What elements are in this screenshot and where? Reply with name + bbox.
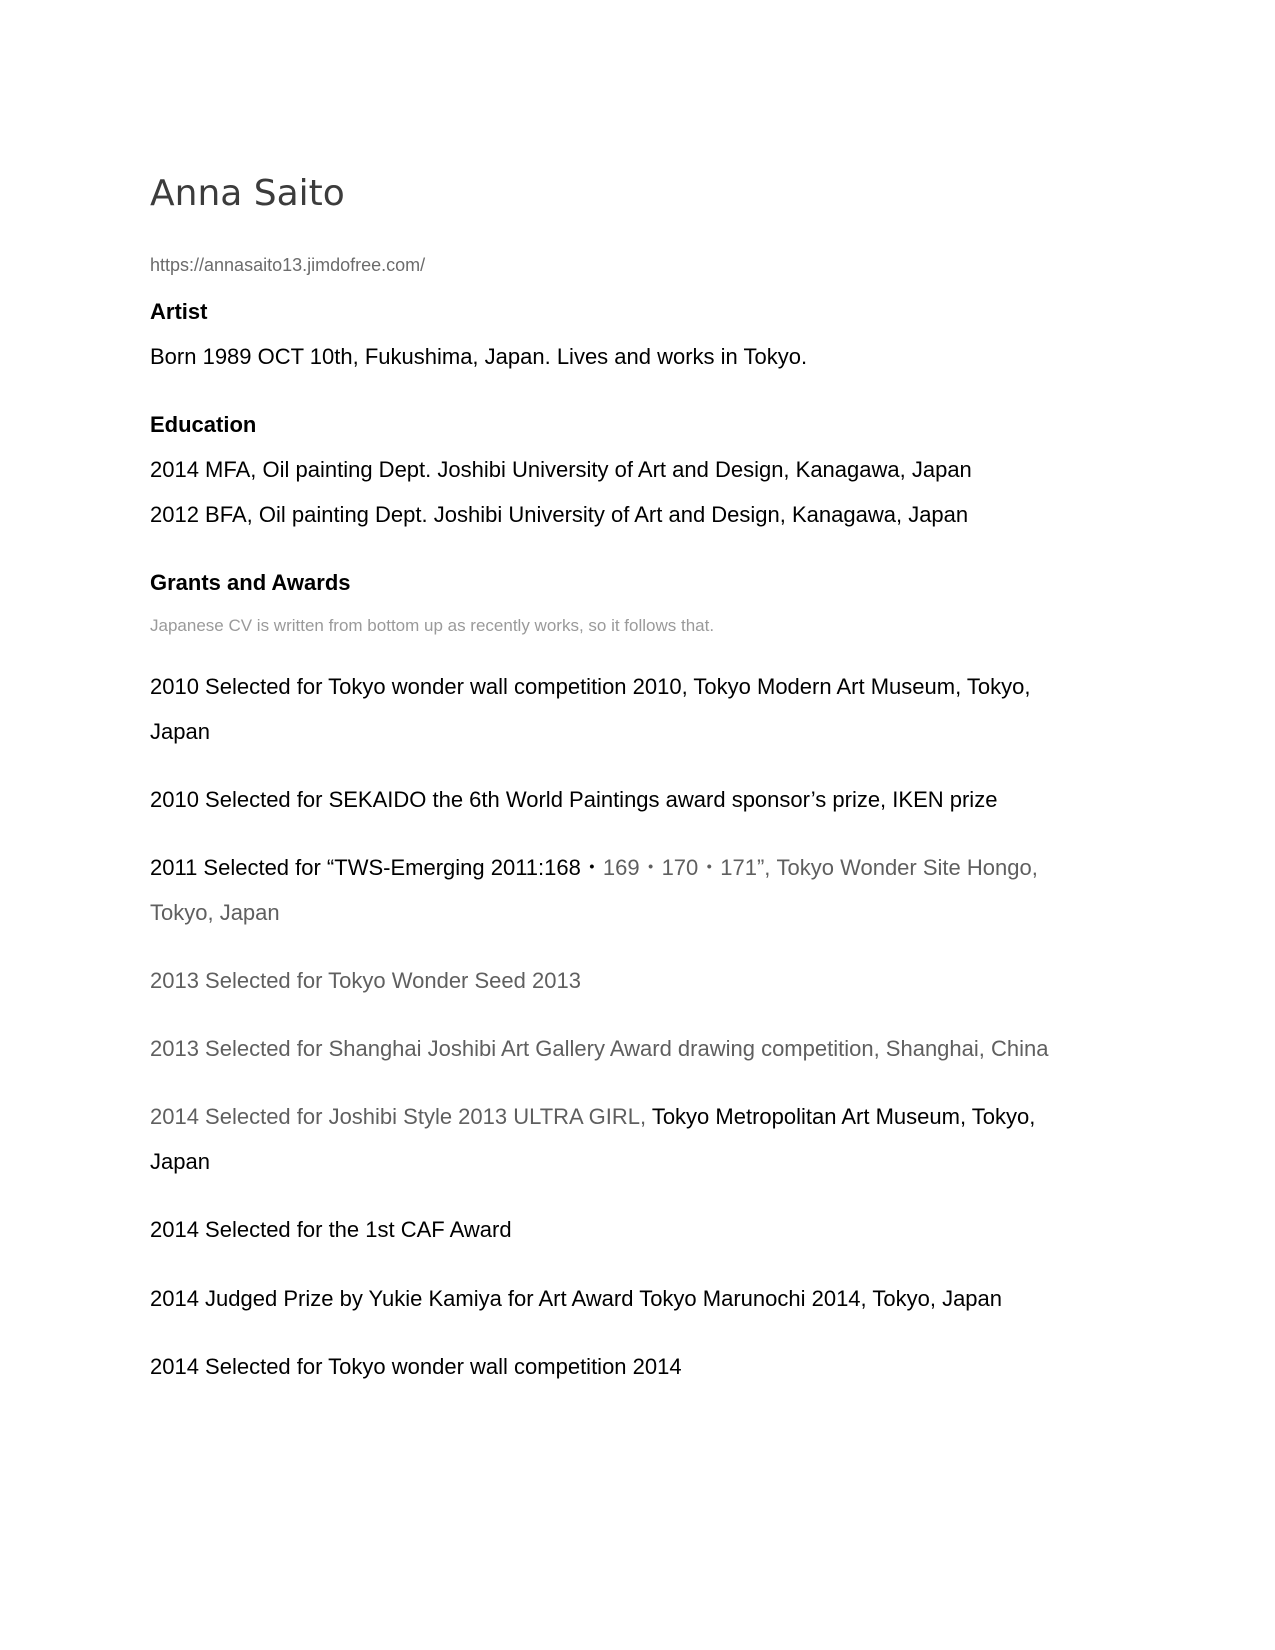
- award-text-gray: 169・170・171”, Tokyo Wonder Site Hongo,: [602, 855, 1038, 880]
- artist-name: Anna Saito: [150, 173, 345, 214]
- award-item: 2010 Selected for SEKAIDO the 6th World Paintings award sponsor’s prize, IKEN prize: [150, 787, 998, 812]
- award-text-black: 2011 Selected for “TWS-Emerging 2011:168・: [150, 855, 603, 880]
- award-item: 2010 Selected for Tokyo wonder wall competition 2010, Tokyo Modern Art Museum, Tokyo,: [150, 674, 1031, 699]
- education-item: 2014 MFA, Oil painting Dept. Joshibi University of Art and Design, Kanagawa, Japan: [150, 457, 972, 482]
- award-item: 2014 Selected for Tokyo wonder wall competition 2014: [150, 1354, 682, 1379]
- award-item: [150, 854, 1038, 882]
- education-item: 2012 BFA, Oil painting Dept. Joshibi University of Art and Design, Kanagawa, Japan: [150, 502, 969, 527]
- award-item: 2013 Selected for Tokyo Wonder Seed 2013: [150, 968, 581, 993]
- award-text-black: Tokyo Metropolitan Art Museum, Tokyo,: [651, 1104, 1036, 1129]
- award-item: [150, 1103, 1035, 1131]
- section-heading-awards: Grants and Awards: [150, 570, 351, 595]
- award-item-continued: Japan: [150, 719, 210, 744]
- artist-bio: Born 1989 OCT 10th, Fukushima, Japan. Lives and works in Tokyo.: [150, 344, 808, 369]
- award-item-continued: Tokyo, Japan: [150, 900, 280, 925]
- section-heading-education: Education: [150, 412, 257, 437]
- award-item-continued: Japan: [150, 1149, 210, 1174]
- awards-note: Japanese CV is written from bottom up as recently works, so it follows that.: [150, 616, 715, 635]
- section-heading-artist: Artist: [150, 299, 208, 324]
- award-item: 2013 Selected for Shanghai Joshibi Art Gallery Award drawing competition, Shanghai, China: [150, 1036, 1049, 1061]
- website-url[interactable]: https://annasaito13.jimdofree.com/: [150, 255, 426, 275]
- award-item: 2014 Judged Prize by Yukie Kamiya for Art Award Tokyo Marunochi 2014, Tokyo, Japan: [150, 1286, 1003, 1311]
- award-text-gray: 2014 Selected for Joshibi Style 2013 ULTRA GIRL,: [150, 1104, 652, 1129]
- award-item: 2014 Selected for the 1st CAF Award: [150, 1217, 512, 1242]
